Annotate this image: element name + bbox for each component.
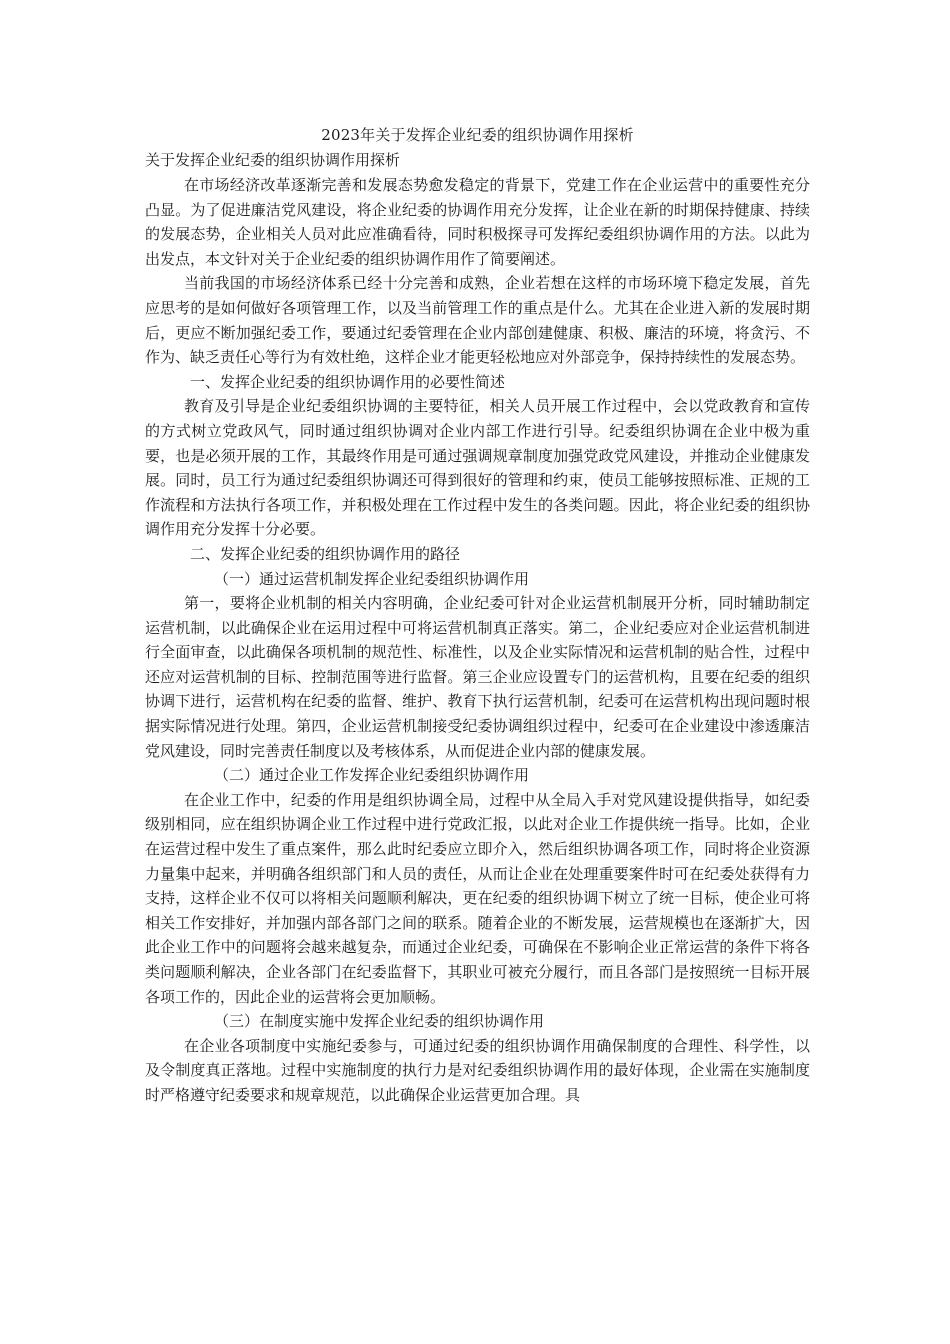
- subsection-2-heading: （二）通过企业工作发挥企业纪委组织协调作用: [214, 766, 530, 785]
- subsection-2-paragraph: 在企业工作中，纪委的作用是组织协调全局，过程中从全局入手对党风建设提供指导，如纪委级别相同，应在组织协调企业工作过程中进行党政汇报，以此对企业工作提供统一指导。比如，企业在运营过程中发生了重点案件，那么此时纪委应立即介入，然后组织协调各项工作，同时将企业资源力量集中起来，并明确各组织部门和人员的责任，从而让企业在处理重要案件时可在纪委处获得有力支持，这样企业不仅可以将相关问题顺利解决，更在纪委的组织协调下树立了统一目标，使企业可将相关工作安排好，并加强内部各部门之间的联系。随着企业的不断发展，运营规模也在逐渐扩大，因此企业工作中的问题将会越来越复杂，而通过企业纪委，可确保在不影响企业正常运营的条件下将各类问题顺利解决，企业各部门在纪委监督下，其职业可被充分履行，而且各部门是按照统一目标开展各项工作的，因此企业的运营将会更加顺畅。: [145, 790, 810, 1006]
- document-subtitle: 关于发挥企业纪委的组织协调作用探析: [145, 151, 401, 169]
- subsection-3-heading: （三）在制度实施中发挥企业纪委的组织协调作用: [214, 1012, 545, 1031]
- document-title: 2023年关于发挥企业纪委的组织协调作用探析: [321, 126, 634, 144]
- document-page: [145, 123, 810, 1108]
- section-2-heading: 二、发挥企业纪委的组织协调作用的路径: [190, 544, 461, 563]
- intro-paragraph-1: 在市场经济改革逐渐完善和发展态势愈发稳定的背景下，党建工作在企业运营中的重要性充分凸显。为了促进廉洁党风建设，将企业纪委的协调作用充分发挥，让企业在新的时期保持健康、持续的发展态势，企业相关人员对此应准确看待，同时积极探寻可发挥纪委组织协调作用的方法。以此为出发点，本文针对关于企业纪委的组织协调作用作了简要阐述。: [145, 176, 810, 268]
- section-1-paragraph: 教育及引导是企业纪委组织协调的主要特征，相关人员开展工作过程中，会以党政教育和宣传的方式树立党政风气，同时通过组织协调对企业内部工作进行引导。纪委组织协调在企业中极为重要，也是必须开展的工作，其最终作用是可通过强调规章制度加强党政党风建设，并推动企业健康发展。同时，员工行为通过纪委组织协调还可得到很好的管理和约束，使员工能够按照标准、正规的工作流程和方法执行各项工作，并积极处理在工作过程中发生的各类问题。因此，将企业纪委的组织协调作用充分发挥十分必要。: [145, 397, 810, 539]
- subsection-1-paragraph: 第一，要将企业机制的相关内容明确，企业纪委可针对企业运营机制展开分析，同时辅助制定运营机制，以此确保企业在运用过程中可将运营机制真正落实。第二，企业纪委应对企业运营机制进行全面审查，以此确保各项机制的规范性、标准性，以及企业实际情况和运营机制的贴合性，过程中还应对运营机制的目标、控制范围等进行监督。第三企业应设置专门的运营机构，且要在纪委的组织协调下进行，运营机构在纪委的监督、维护、教育下执行运营机制，纪委可在运营机构出现问题时根据实际情况进行处理。第四，企业运营机制接受纪委协调组织过程中，纪委可在企业建设中渗透廉洁党风建设，同时完善责任制度以及考核体系，从而促进企业内部的健康发展。: [145, 594, 810, 760]
- section-1-heading: 一、发挥企业纪委的组织协调作用的必要性简述: [190, 372, 506, 391]
- subsection-3-paragraph: 在企业各项制度中实施纪委参与，可通过纪委的组织协调作用确保制度的合理性、科学性，以及令制度真正落地。过程中实施制度的执行力是对纪委组织协调作用的最好体现，企业需在实施制度时严格遵守纪委要求和规章规范，以此确保企业运营更加合理。具: [145, 1036, 810, 1104]
- intro-paragraph-2: 当前我国的市场经济体系已经十分完善和成熟，企业若想在这样的市场环境下稳定发展，首先应思考的是如何做好各项管理工作，以及当前管理工作的重点是什么。尤其在企业进入新的发展时期后，更应不断加强纪委工作，要通过纪委管理在企业内部创建健康、积极、廉洁的环境，将贪污、不作为、缺乏责任心等行为有效杜绝，这样企业才能更轻松地应对外部竞争，保持持续性的发展态势。: [145, 274, 810, 367]
- subsection-1-heading: （一）通过运营机制发挥企业纪委组织协调作用: [214, 569, 530, 588]
